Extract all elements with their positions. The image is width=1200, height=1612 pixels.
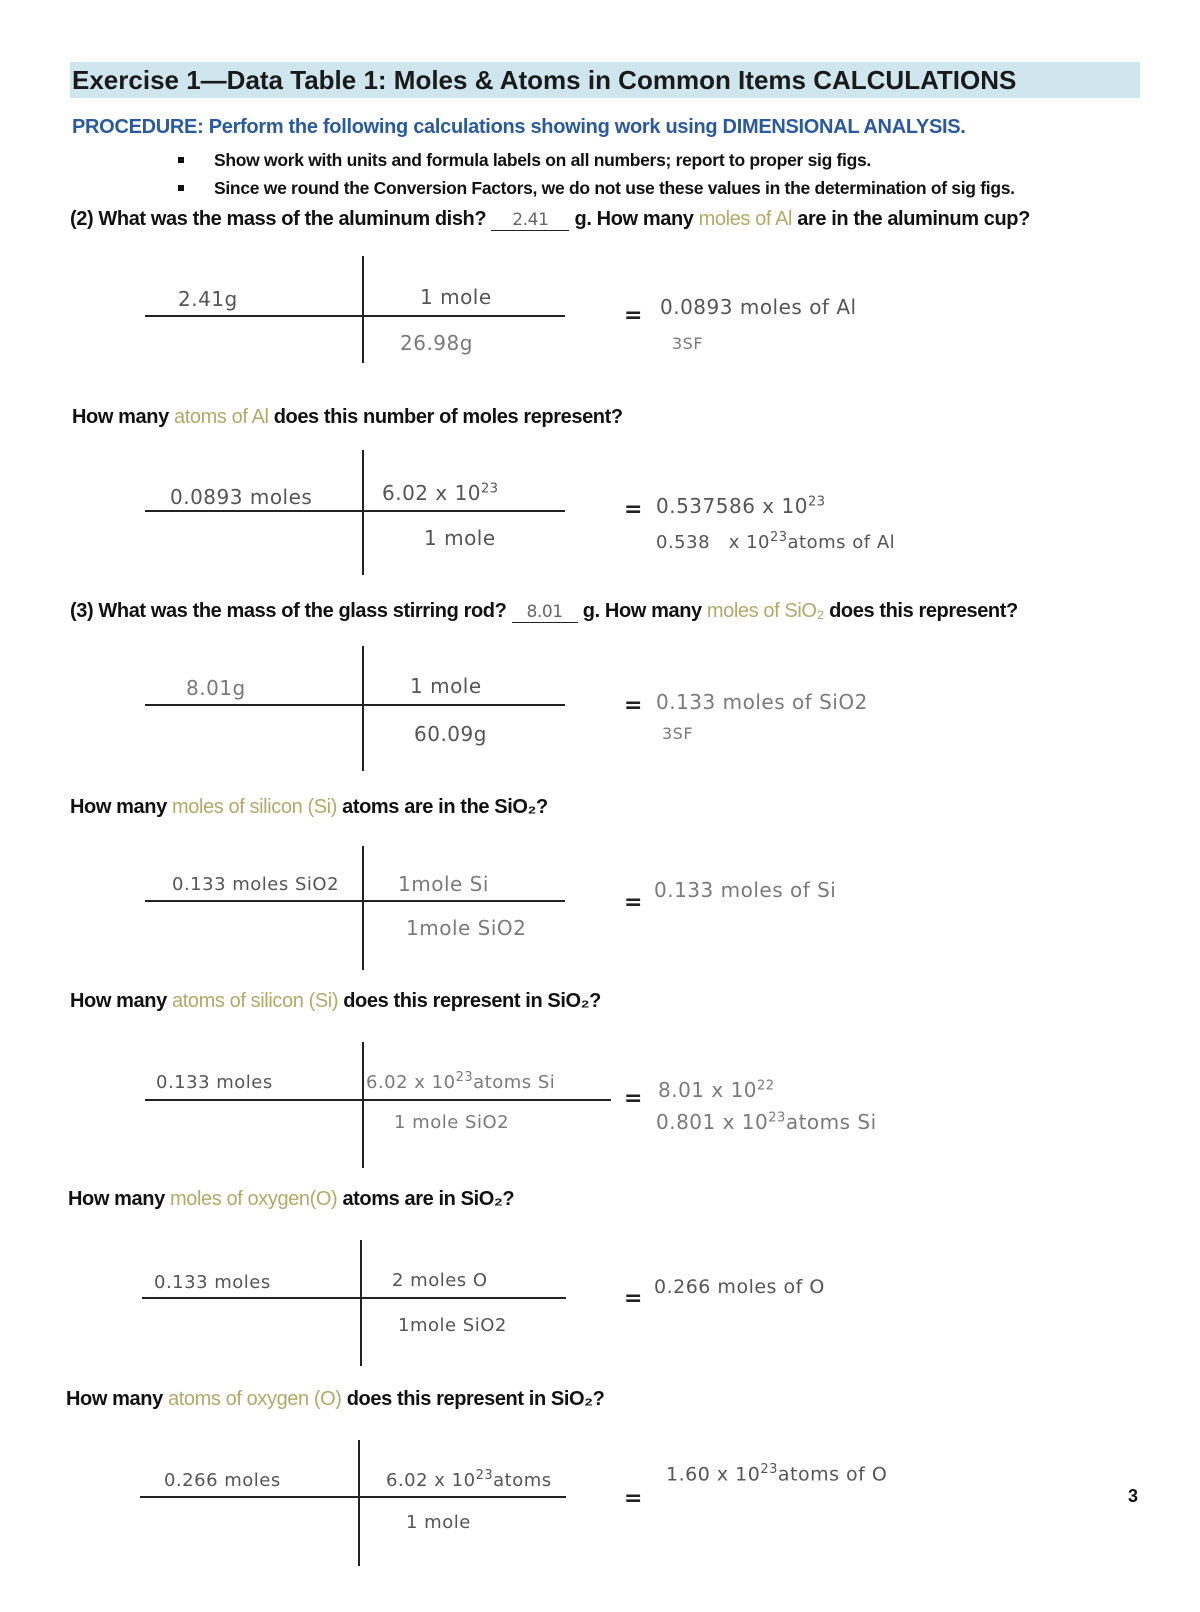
result: 0.537586 x $10^{23}$ [656, 494, 826, 518]
answer-blank: 8.01 [512, 602, 578, 623]
left-numerator: 0.0893 moles [170, 485, 313, 509]
result: 1.60 x $10^{23}atoms$ of O [666, 1462, 888, 1486]
question-text: How many [72, 406, 174, 428]
divider-line [362, 256, 364, 363]
fraction-line [140, 1496, 566, 1498]
fraction-line [145, 510, 565, 512]
equals-sign: = [624, 1086, 643, 1111]
right-denominator: 60.09g [414, 722, 487, 746]
result: 0.0893 moles of Al [660, 295, 857, 319]
question-text: How many [70, 990, 172, 1012]
question-2b [72, 406, 623, 429]
right-denominator: 1 mole [424, 526, 496, 550]
result: 8.01 x $10^{22}$ [658, 1078, 775, 1102]
right-denominator: 1 mole [406, 1512, 471, 1533]
question-text: (2) What was the mass of the aluminum dish? [70, 208, 487, 230]
sig-fig-note: 3SF [672, 334, 704, 353]
equals-sign: = [624, 890, 643, 915]
question-text: How many [66, 1388, 168, 1410]
highlight-text: moles of silicon (Si) [171, 796, 337, 818]
divider-line [362, 846, 364, 970]
result: 0.133 moles of Si [654, 878, 837, 902]
question-2 [70, 208, 1030, 231]
left-numerator: 8.01g [186, 676, 246, 700]
bullet-square-icon [178, 185, 184, 191]
bullet-text: Since we round the Conversion Factors, we do not use these values in the determination of sig figs. [214, 178, 1015, 198]
equals-sign: = [624, 693, 643, 718]
divider-line [360, 1240, 362, 1366]
question-3c [70, 990, 601, 1013]
highlight-text: atoms of silicon (Si) [171, 990, 339, 1012]
right-numerator: 1 mole [410, 674, 482, 698]
question-3e [66, 1388, 604, 1411]
divider-line [358, 1440, 360, 1566]
fraction-line [145, 315, 565, 317]
fraction-line [145, 1099, 611, 1101]
result: 0.266 moles of O [654, 1276, 825, 1298]
question-text: atoms are in the SiO₂? [336, 796, 548, 818]
question-text: (3) What was the mass of the glass stirring rod? [70, 600, 507, 622]
equals-sign: = [624, 1286, 643, 1311]
left-numerator: 0.266 moles [164, 1470, 281, 1491]
divider-line [362, 1042, 364, 1168]
answer-blank: 2.41 [491, 210, 569, 231]
right-denominator: 1mole SiO2 [398, 1315, 507, 1336]
page-title: Exercise 1—Data Table 1: Moles & Atoms in Common Items CALCULATIONS [70, 62, 1140, 98]
result-rounded: 0.801 x $10^{23}atoms$ Si [656, 1110, 877, 1134]
bullet-square-icon [178, 157, 184, 163]
fraction-line [145, 704, 565, 706]
fraction-line [145, 900, 565, 902]
procedure-text: PROCEDURE: Perform the following calculations showing work using DIMENSIONAL ANALYSIS. [72, 116, 966, 138]
right-numerator: 1 mole [420, 285, 492, 309]
question-text: does this number of moles represent? [268, 406, 623, 428]
question-3b [70, 796, 548, 819]
question-text: does this represent in SiO₂? [338, 990, 601, 1012]
equals-sign: = [624, 497, 643, 522]
left-numerator: 0.133 moles SiO2 [172, 874, 340, 895]
question-text: does this represent in SiO₂? [341, 1388, 605, 1410]
right-numerator: 1mole Si [398, 872, 489, 896]
result: 0.133 moles of SiO2 [656, 690, 868, 714]
question-3 [70, 600, 1018, 623]
right-denominator: 26.98g [400, 331, 473, 355]
left-numerator: 2.41g [178, 287, 238, 311]
right-denominator: 1mole SiO2 [406, 916, 527, 940]
result-rounded: 0.538 x $10^{23}atoms$ of Al [656, 530, 896, 553]
question-text: g. How many [574, 208, 699, 230]
sig-fig-note: 3SF [662, 724, 694, 743]
highlight-text: moles of oxygen(O) [169, 1188, 338, 1210]
highlight-text: moles of Al [698, 208, 793, 230]
question-text: atoms are in SiO₂? [337, 1188, 515, 1210]
right-numerator: 2 moles O [392, 1270, 488, 1291]
fraction-line [142, 1297, 566, 1299]
right-numerator: 6.02 x $10^{23}$ [382, 481, 499, 505]
right-denominator: 1 mole SiO2 [394, 1112, 510, 1133]
divider-line [362, 450, 364, 575]
equals-sign: = [624, 1486, 643, 1511]
question-text: g. How many [582, 600, 707, 622]
right-numerator: 6.02 x $10^{23}atoms$ [386, 1468, 552, 1491]
question-text: are in the aluminum cup? [792, 208, 1030, 230]
highlight-text: atoms of Al [173, 406, 269, 428]
question-text: How many [70, 796, 172, 818]
left-numerator: 0.133 moles [156, 1072, 273, 1093]
page-number: 3 [1128, 1486, 1139, 1506]
question-3d [68, 1188, 514, 1211]
question-text: does this represent? [823, 600, 1018, 622]
equals-sign: = [624, 303, 643, 328]
highlight-text: moles of SiO₂ [706, 600, 824, 622]
bullet-text: Show work with units and formula labels on all numbers; report to proper sig figs. [214, 150, 871, 170]
right-numerator: 6.02 x $10^{23}atoms$ Si [366, 1070, 556, 1093]
question-text: How many [68, 1188, 170, 1210]
divider-line [362, 646, 364, 771]
highlight-text: atoms of oxygen (O) [167, 1388, 342, 1410]
left-numerator: 0.133 moles [154, 1272, 271, 1293]
